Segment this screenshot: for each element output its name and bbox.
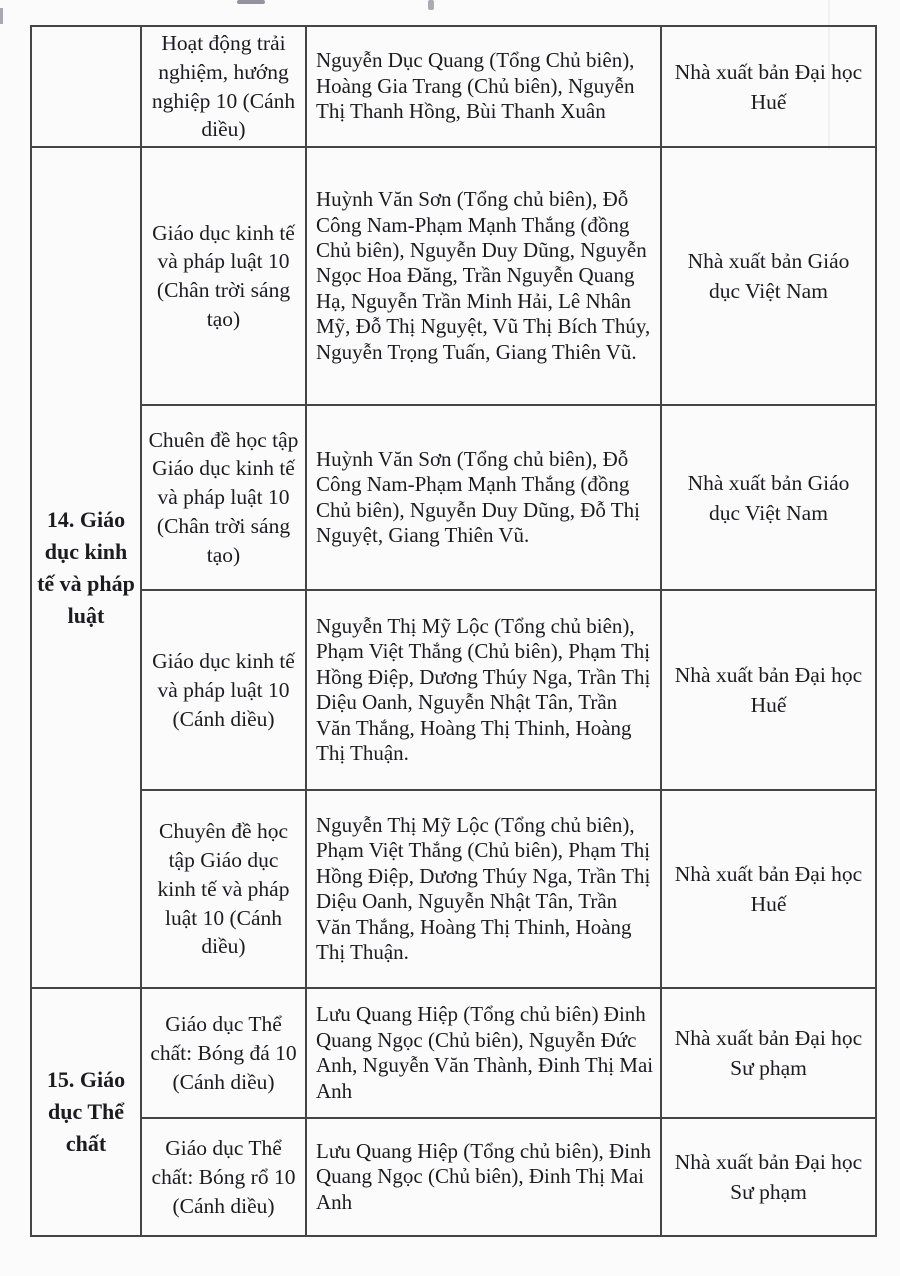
table-row	[31, 590, 876, 790]
table-row	[31, 405, 876, 590]
title-cell: Chuyên đề học tập Giáo dục kinh tế và pháp luật 10 (Cánh diều)	[141, 790, 306, 988]
scan-smudge-artifact	[428, 0, 434, 10]
subject-cell-section-14: 14. Giáo dục kinh tế và pháp luật	[31, 147, 141, 988]
publisher-cell: Nhà xuất bản Giáo dục Việt Nam	[661, 405, 876, 590]
authors-cell: Nguyễn Thị Mỹ Lộc (Tổng chủ biên), Phạm Việt Thắng (Chủ biên), Phạm Thị Hồng Điệp, Dương Thúy Nga, Trần Thị Diệu Oanh, Nguyễn Nhật Tân, Trần Văn Thắng, Hoàng Thị Thinh, Hoàng Thị Thuận.	[306, 590, 661, 790]
publisher-cell: Nhà xuất bản Đại học Sư phạm	[661, 988, 876, 1118]
subject-cell-section-15: 15. Giáo dục Thể chất	[31, 988, 141, 1236]
authors-cell: Huỳnh Văn Sơn (Tổng chủ biên), Đỗ Công Nam-Phạm Mạnh Thắng (đồng Chủ biên), Nguyễn Duy Dũng, Nguyễn Ngọc Hoa Đăng, Trần Nguyễn Quang Hạ, Nguyễn Trần Minh Hải, Lê Nhân Mỹ, Đỗ Thị Nguyệt, Vũ Thị Bích Thúy, Nguyễn Trọng Tuấn, Giang Thiên Vũ.	[306, 147, 661, 405]
publisher-cell: Nhà xuất bản Giáo dục Việt Nam	[661, 147, 876, 405]
table-row	[31, 1118, 876, 1236]
table-row	[31, 147, 876, 405]
textbook-approval-table	[30, 25, 877, 1237]
title-cell: Giáo dục Thể chất: Bóng rổ 10 (Cánh diều)	[141, 1118, 306, 1236]
table-row	[31, 988, 876, 1118]
title-cell: Giáo dục kinh tế và pháp luật 10 (Cánh diều)	[141, 590, 306, 790]
publisher-cell: Nhà xuất bản Đại học Sư phạm	[661, 1118, 876, 1236]
publisher-cell: Nhà xuất bản Đại học Huế	[661, 790, 876, 988]
table-row	[31, 790, 876, 988]
table-row	[31, 26, 876, 147]
authors-cell: Nguyễn Dục Quang (Tổng Chủ biên), Hoàng Gia Trang (Chủ biên), Nguyễn Thị Thanh Hồng, Bùi Thanh Xuân	[306, 26, 661, 147]
scan-edge-artifact	[0, 8, 3, 24]
publisher-cell: Nhà xuất bản Đại học Huế	[661, 590, 876, 790]
authors-cell: Nguyễn Thị Mỹ Lộc (Tổng chủ biên), Phạm Việt Thắng (Chủ biên), Phạm Thị Hồng Điệp, Dương Thúy Nga, Trần Thị Diệu Oanh, Nguyễn Nhật Tân, Trần Văn Thắng, Hoàng Thị Thinh, Hoàng Thị Thuận.	[306, 790, 661, 988]
authors-cell: Lưu Quang Hiệp (Tổng chủ biên) Đinh Quang Ngọc (Chủ biên), Nguyễn Đức Anh, Nguyễn Văn Thành, Đinh Thị Mai Anh	[306, 988, 661, 1118]
title-cell: Hoạt động trải nghiệm, hướng nghiệp 10 (Cánh diều)	[141, 26, 306, 147]
title-cell: Giáo dục kinh tế và pháp luật 10 (Chân trời sáng tạo)	[141, 147, 306, 405]
title-cell: Giáo dục Thể chất: Bóng đá 10 (Cánh diều)	[141, 988, 306, 1118]
authors-cell: Lưu Quang Hiệp (Tổng chủ biên), Đinh Quang Ngọc (Chủ biên), Đinh Thị Mai Anh	[306, 1118, 661, 1236]
scan-smudge-artifact	[237, 0, 265, 4]
subject-cell-empty	[31, 26, 141, 147]
publisher-cell: Nhà xuất bản Đại học Huế	[661, 26, 876, 147]
authors-cell: Huỳnh Văn Sơn (Tổng chủ biên), Đỗ Công Nam-Phạm Mạnh Thắng (đồng Chủ biên), Nguyễn Duy Dũng, Đỗ Thị Nguyệt, Giang Thiên Vũ.	[306, 405, 661, 590]
title-cell: Chuên đề học tập Giáo dục kinh tế và pháp luật 10 (Chân trời sáng tạo)	[141, 405, 306, 590]
